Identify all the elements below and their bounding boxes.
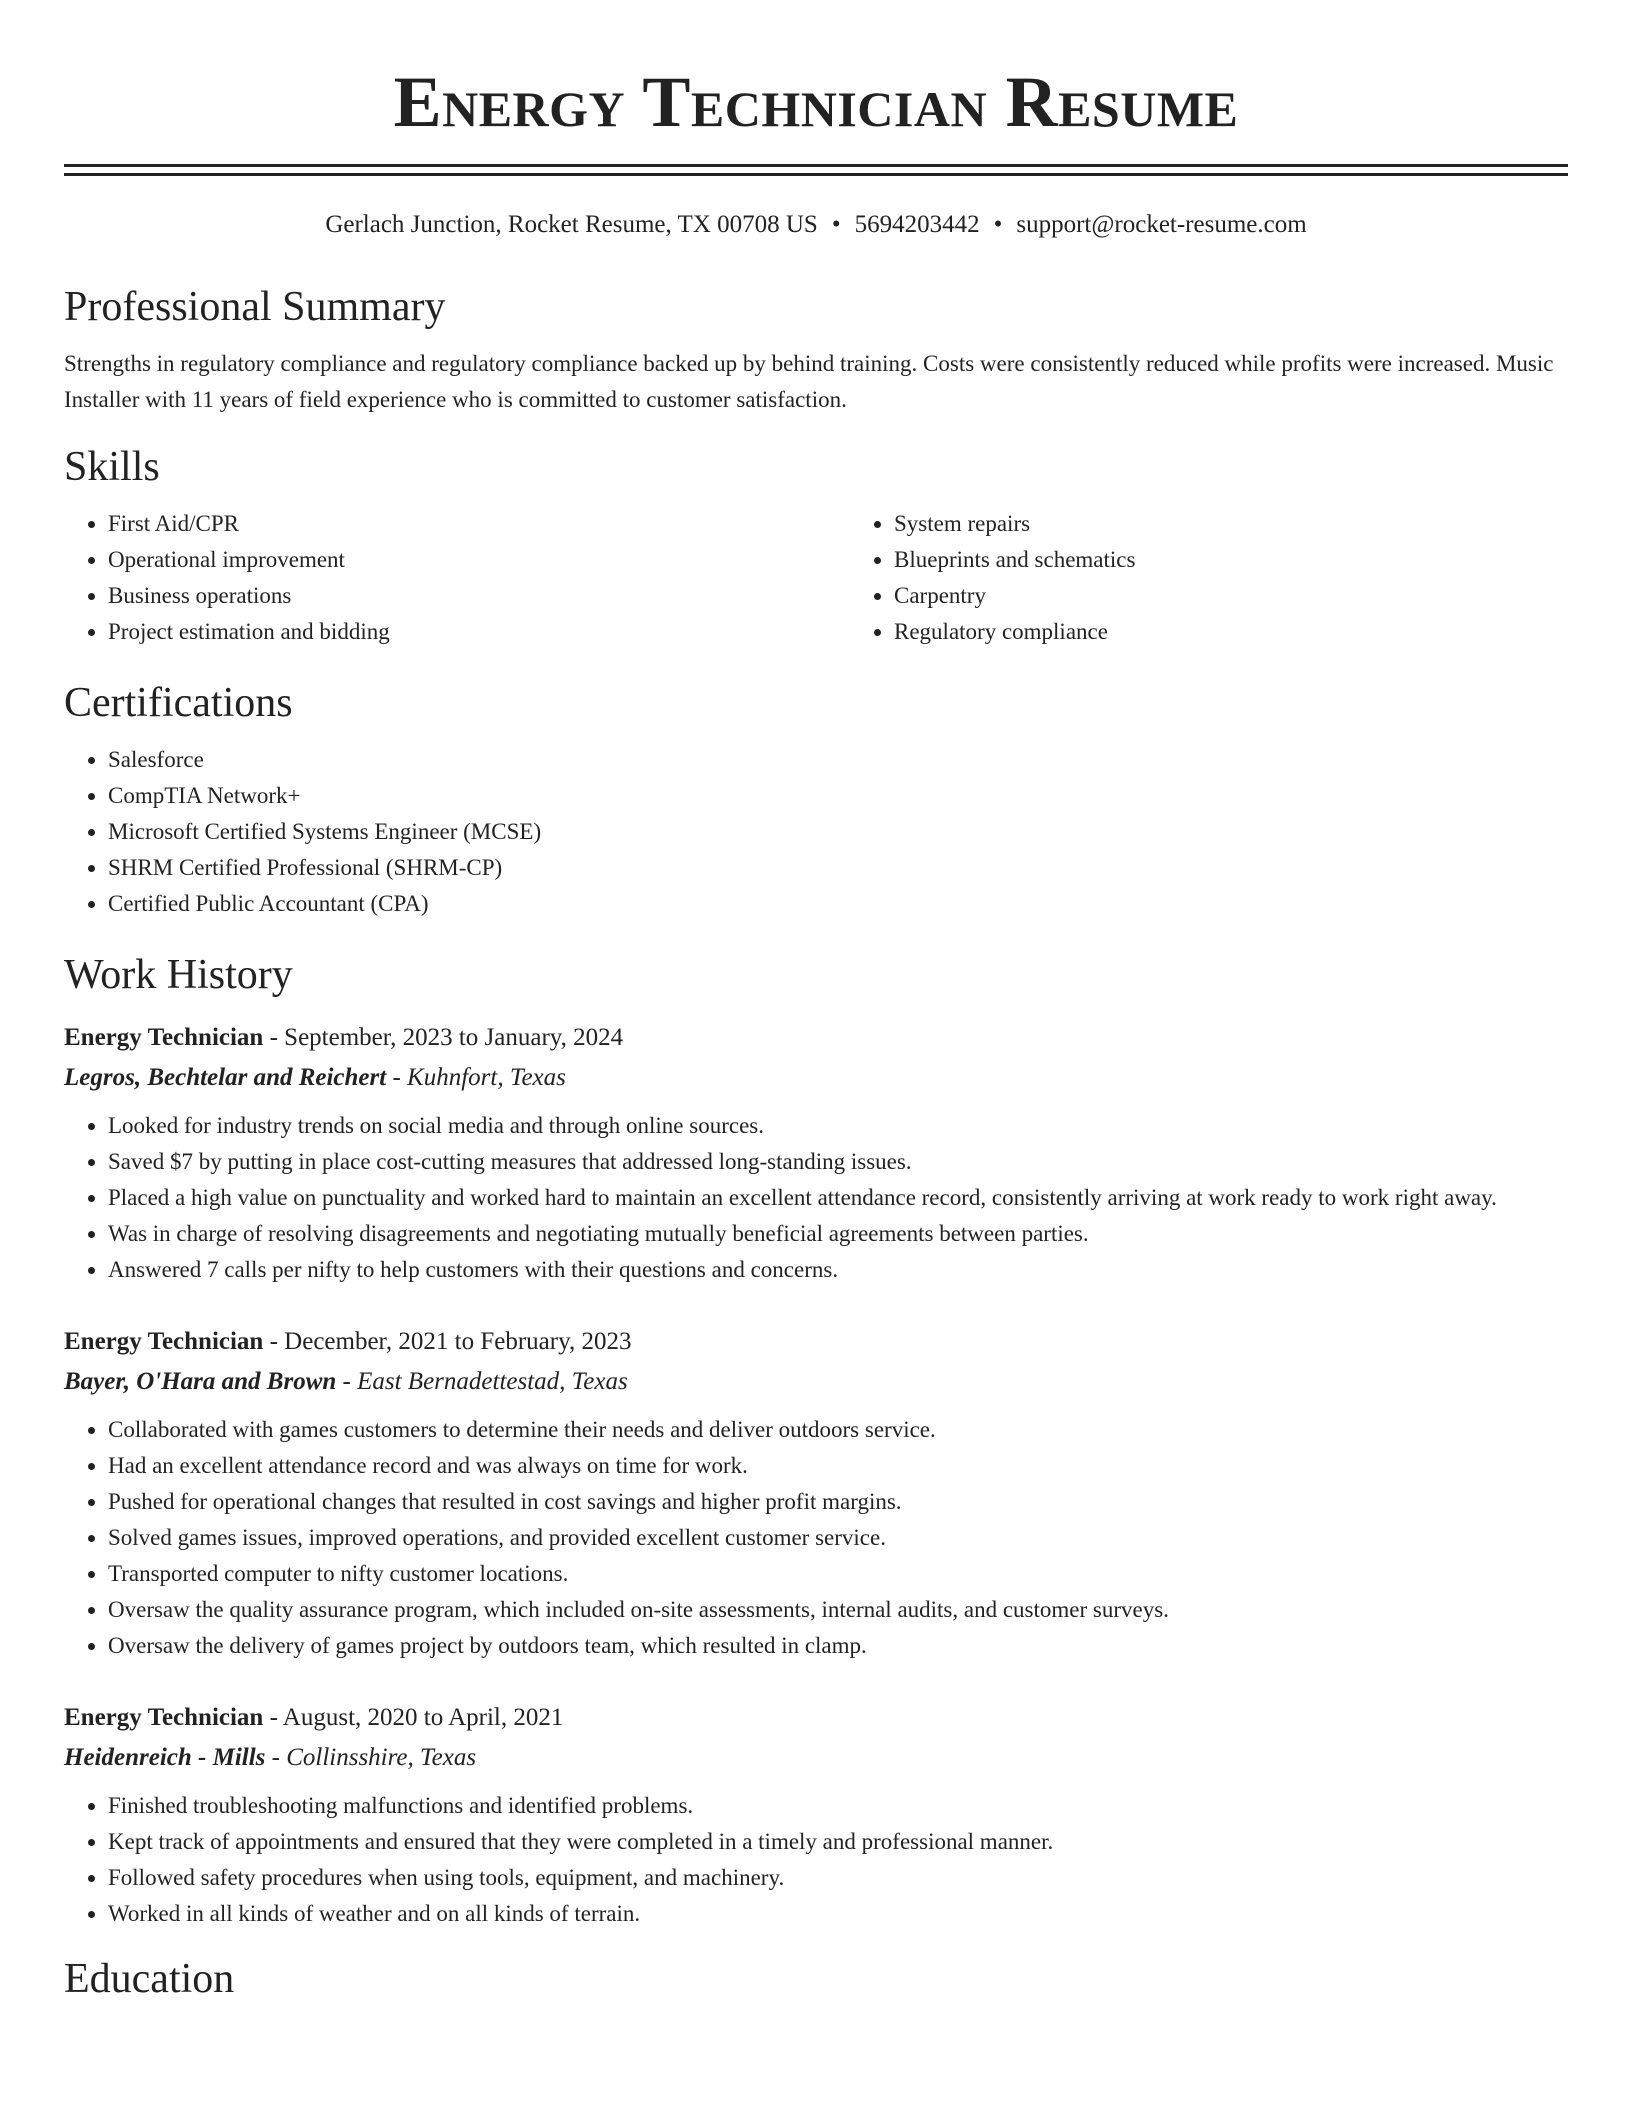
employer-name: Legros, Bechtelar and Reichert <box>64 1064 387 1091</box>
certification-item: • CompTIA Network+ <box>108 778 1568 814</box>
skill-item: • Project estimation and bidding <box>108 614 850 650</box>
title-rule-top <box>64 164 1568 167</box>
job-bullet: • Worked in all kinds of weather and on all kinds of terrain. <box>108 1896 1568 1932</box>
job-entry <box>64 1322 1568 1664</box>
job-entry <box>64 1698 1568 1932</box>
job-bullet: • Pushed for operational changes that resulted in cost savings and higher profit margins. <box>108 1484 1568 1520</box>
employer-location: - Collinsshire, Texas <box>265 1744 477 1771</box>
job-bullet: • Transported computer to nifty customer locations. <box>108 1556 1568 1592</box>
job-bullet: • Answered 7 calls per nifty to help customers with their questions and concerns. <box>108 1252 1568 1288</box>
contact-separator: • <box>831 211 841 238</box>
job-bullet: • Finished troubleshooting malfunctions and identified problems. <box>108 1788 1568 1824</box>
skill-item: • Regulatory compliance <box>894 614 1632 650</box>
job-bullets <box>64 1788 1568 1932</box>
employer-name: Bayer, O'Hara and Brown <box>64 1368 337 1395</box>
skill-item: • Business operations <box>108 578 850 614</box>
summary-section <box>64 282 1568 418</box>
job-bullet: • Looked for industry trends on social media and through online sources. <box>108 1108 1568 1144</box>
employer-location: - Kuhnfort, Texas <box>386 1064 566 1091</box>
skill-item: • Carpentry <box>894 578 1632 614</box>
contact-line <box>64 208 1568 242</box>
job-dates: - August, 2020 to April, 2021 <box>263 1704 564 1731</box>
education-section <box>64 1954 1568 2004</box>
skill-item: • Blueprints and schematics <box>894 542 1632 578</box>
skills-grid <box>64 506 1568 650</box>
skill-item: • First Aid/CPR <box>108 506 850 542</box>
job-title-line <box>64 1698 1568 1738</box>
contact-phone: 5694203442 <box>854 211 980 238</box>
summary-heading: Professional Summary <box>64 284 446 330</box>
job-title-line <box>64 1322 1568 1362</box>
certification-item: • Salesforce <box>108 742 1568 778</box>
contact-address: Gerlach Junction, Rocket Resume, TX 00708 US <box>325 211 818 238</box>
employer-name: Heidenreich - Mills <box>64 1744 266 1771</box>
job-bullet: • Collaborated with games customers to determine their needs and deliver outdoors service. <box>108 1412 1568 1448</box>
certifications-heading: Certifications <box>64 680 293 726</box>
education-heading: Education <box>64 1956 235 2002</box>
title-rule-bottom <box>64 173 1568 176</box>
job-title-line <box>64 1018 1568 1058</box>
skill-item: • Operational improvement <box>108 542 850 578</box>
job-dates: - December, 2021 to February, 2023 <box>263 1328 632 1355</box>
job-dates: - September, 2023 to January, 2024 <box>263 1024 624 1051</box>
job-bullet: • Kept track of appointments and ensured that they were completed in a timely and professional manner. <box>108 1824 1568 1860</box>
employer-line <box>64 1058 1568 1098</box>
job-bullet: • Had an excellent attendance record and was always on time for work. <box>108 1448 1568 1484</box>
job-bullets <box>64 1108 1568 1288</box>
resume-title: Energy Technician Resume <box>393 62 1239 142</box>
certification-item: • Certified Public Accountant (CPA) <box>108 886 1568 922</box>
job-title: Energy Technician <box>64 1328 264 1355</box>
job-title: Energy Technician <box>64 1024 264 1051</box>
certification-item: • SHRM Certified Professional (SHRM-CP) <box>108 850 1568 886</box>
work-history-heading: Work History <box>64 952 293 998</box>
skills-heading: Skills <box>64 444 160 490</box>
certifications-section <box>64 678 1568 922</box>
skill-item: • System repairs <box>894 506 1632 542</box>
job-bullet: • Saved $7 by putting in place cost-cutting measures that addressed long-standing issues. <box>108 1144 1568 1180</box>
employer-location: - East Bernadettestad, Texas <box>336 1368 628 1395</box>
job-bullet: • Oversaw the quality assurance program, which included on-site assessments, internal audits, and customer surveys. <box>108 1592 1568 1628</box>
skills-list-right <box>850 506 1632 650</box>
employer-line <box>64 1738 1568 1778</box>
skills-list-left <box>64 506 850 650</box>
contact-separator: • <box>993 211 1003 238</box>
work-history-section <box>64 950 1568 1932</box>
job-entry <box>64 1018 1568 1288</box>
job-bullet: • Solved games issues, improved operations, and provided excellent customer service. <box>108 1520 1568 1556</box>
certifications-list <box>64 742 1568 922</box>
job-bullet: • Oversaw the delivery of games project by outdoors team, which resulted in clamp. <box>108 1628 1568 1664</box>
job-bullet: • Was in charge of resolving disagreements and negotiating mutually beneficial agreements between parties. <box>108 1216 1568 1252</box>
job-bullet: • Followed safety procedures when using tools, equipment, and machinery. <box>108 1860 1568 1896</box>
certification-item: • Microsoft Certified Systems Engineer (MCSE) <box>108 814 1568 850</box>
job-title: Energy Technician <box>64 1704 264 1731</box>
job-bullets <box>64 1412 1568 1664</box>
job-bullet: • Placed a high value on punctuality and worked hard to maintain an excellent attendance record, consistently arriving at work ready to work right away. <box>108 1180 1568 1216</box>
employer-line <box>64 1362 1568 1402</box>
contact-email: support@rocket-resume.com <box>1016 211 1307 238</box>
skills-section <box>64 442 1568 650</box>
summary-text: Strengths in regulatory compliance and regulatory compliance backed up by behind training. Costs were consistently reduced while profits were increased. Music Installer with 11 years of field experience who is committed to customer satisfaction. <box>64 351 1554 412</box>
